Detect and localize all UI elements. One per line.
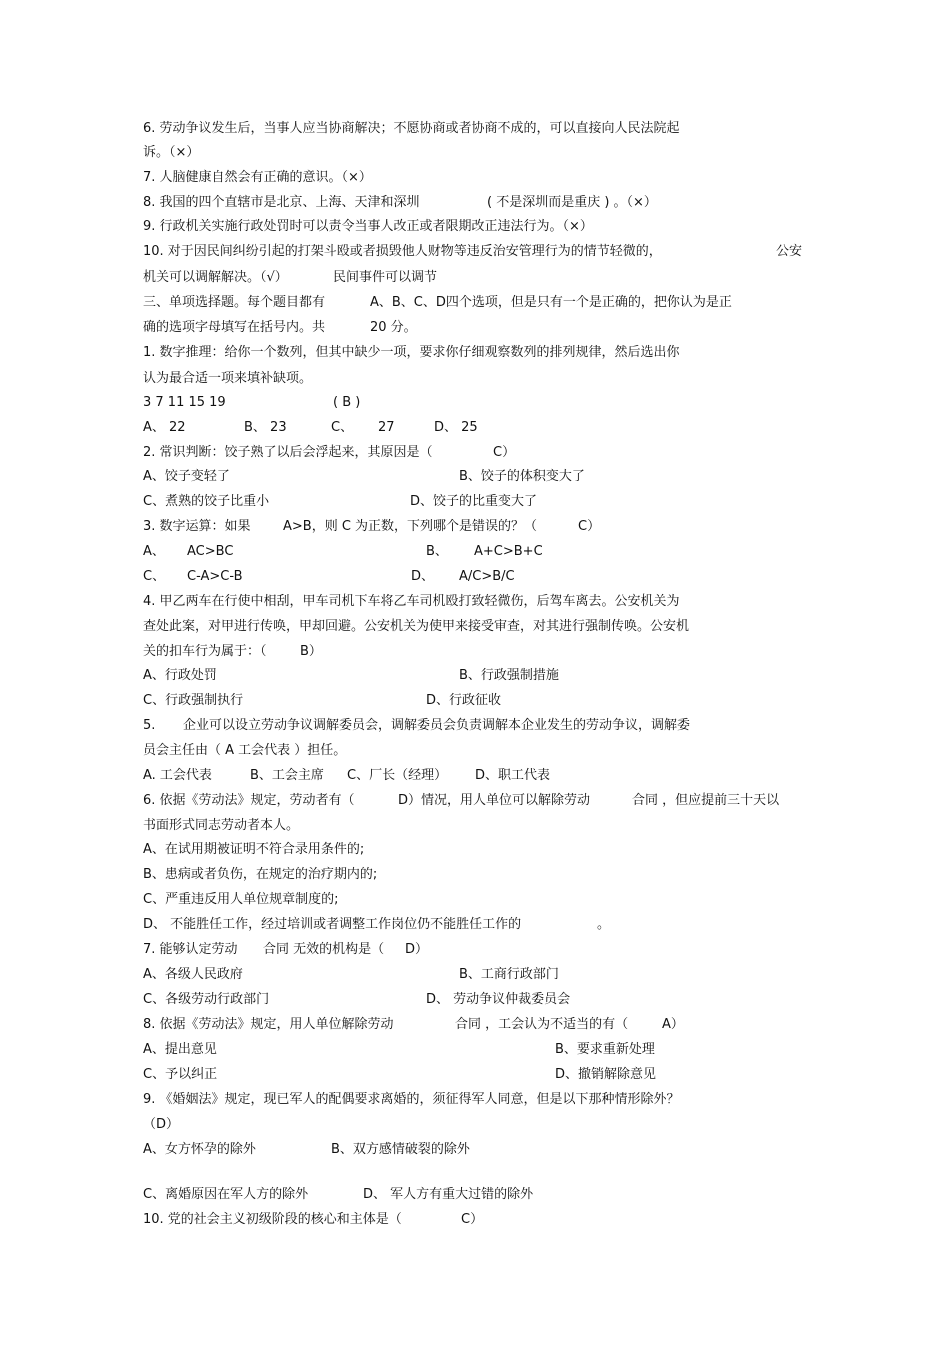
text-line: 员会主任由（ A 工会代表 ）担任。 — [143, 743, 347, 758]
text-line: 10. 对于因民间纠纷引起的打架斗殴或者损毁他人财物等违反治安管理行为的情节轻微的， — [143, 244, 662, 259]
text-line: 5. — [143, 718, 156, 733]
text-line: D、 不能胜任工作，经过培训或者调整工作岗位仍不能胜任工作的 — [143, 917, 522, 932]
text-line: 6. 劳动争议发生后，当事人应当协商解决；不愿协商或者协商不成的，可以直接向人民法院起 — [143, 121, 680, 136]
text-line: 合同 ，工会认为不适当的有（ — [455, 1017, 629, 1032]
text-line: 企业可以设立劳动争议调解委员会，调解委员会负责调解本企业发生的劳动争议，调解委 — [183, 718, 691, 733]
text-line: A、在试用期被证明不符合录用条件的; — [143, 842, 365, 857]
text-line: B、患病或者负伤，在规定的治疗期内的; — [143, 867, 378, 882]
text-line: （D） — [143, 1117, 180, 1132]
text-line: B、饺子的体积变大了 — [459, 469, 585, 484]
text-line: C、行政强制执行 — [143, 693, 244, 708]
text-line: 2. 常识判断：饺子熟了以后会浮起来，其原因是（ — [143, 445, 433, 460]
text-line: 10. 党的社会主义初级阶段的核心和主体是（ — [143, 1212, 402, 1227]
text-line: 机关可以调解解决。（√） — [143, 270, 288, 285]
text-line: 27 — [378, 420, 395, 435]
text-line: 确的选项字母填写在括号内。共 — [143, 320, 326, 335]
text-line: 查处此案，对甲进行传唤，甲却回避。公安机关为使甲来接受审查，对其进行强制传唤。公安机 — [143, 619, 690, 634]
text-line: 合同 ，但应提前三十天以 — [632, 793, 780, 808]
text-line: B、行政强制措施 — [459, 668, 559, 683]
text-line: 。 — [597, 917, 611, 932]
text-line: A>B，则 C 为正数，下列哪个是错误的？（ — [283, 519, 538, 534]
text-line: C） — [493, 445, 516, 460]
text-line: A、行政处罚 — [143, 668, 217, 683]
text-line: D、 — [411, 569, 435, 584]
text-line: D、撤销解除意见 — [555, 1067, 657, 1082]
text-line: A、 — [143, 544, 165, 559]
text-line: 3 7 11 15 19 — [143, 395, 226, 410]
text-line: A、女方怀孕的除外 — [143, 1142, 256, 1157]
text-line: 20 分。 — [370, 320, 417, 335]
text-line: 8. 依据《劳动法》规定，用人单位解除劳动 — [143, 1017, 394, 1032]
text-line: D、职工代表 — [475, 768, 551, 783]
text-line: 公安 — [776, 244, 803, 259]
text-line: D、饺子的比重变大了 — [410, 494, 538, 509]
text-line: B） — [300, 644, 322, 659]
text-line: B、 23 — [244, 420, 287, 435]
text-line: C、煮熟的饺子比重小 — [143, 494, 270, 509]
text-line: D） — [405, 942, 429, 957]
text-line: D、行政征收 — [426, 693, 502, 708]
text-line: 6. 依据《劳动法》规定，劳动者有（ — [143, 793, 355, 808]
text-line: 8. 我国的四个直辖市是北京、上海、天津和深圳 — [143, 195, 420, 210]
text-line: A/C>B/C — [459, 569, 515, 584]
text-line: C、予以纠正 — [143, 1067, 218, 1082]
text-line: C、 — [331, 420, 354, 435]
text-line: C、离婚原因在军人方的除外 — [143, 1187, 309, 1202]
text-line: A） — [662, 1017, 684, 1032]
text-line: 9. 《婚姻法》规定，现已军人的配偶要求离婚的，须征得军人同意，但是以下那种情形除外？ — [143, 1092, 680, 1107]
text-line: D、 军人方有重大过错的除外 — [363, 1187, 534, 1202]
text-line: A、饺子变轻了 — [143, 469, 230, 484]
text-line: 关的扣车行为属于：（ — [143, 644, 267, 659]
text-line: 7. 人脑健康自然会有正确的意识。（×） — [143, 170, 372, 185]
text-line: A、提出意见 — [143, 1042, 217, 1057]
text-line: B、双方感情破裂的除外 — [331, 1142, 470, 1157]
text-line: C、厂长（经理） — [347, 768, 448, 783]
text-line: AC>BC — [187, 544, 234, 559]
text-line: 认为最合适一项来填补缺项。 — [143, 371, 313, 386]
text-line: A. 工会代表 — [143, 768, 212, 783]
text-line: D、 劳动争议仲裁委员会 — [426, 992, 571, 1007]
text-line: C、严重违反用人单位规章制度的; — [143, 892, 339, 907]
text-line: D、 25 — [434, 420, 478, 435]
text-line: B、工会主席 — [250, 768, 324, 783]
text-line: C） — [461, 1212, 484, 1227]
text-line: 3. 数字运算：如果 — [143, 519, 251, 534]
text-line: D）情况，用人单位可以解除劳动 — [398, 793, 591, 808]
text-line: B、要求重新处理 — [555, 1042, 655, 1057]
text-line: B、 — [426, 544, 448, 559]
text-line: 4. 甲乙两车在行使中相刮，甲车司机下车将乙车司机殴打致轻微伤，后驾车离去。公安机关为 — [143, 594, 680, 609]
text-line: B、工商行政部门 — [459, 967, 559, 982]
text-line: A、 22 — [143, 420, 186, 435]
text-line: A、各级人民政府 — [143, 967, 243, 982]
text-line: C） — [578, 519, 601, 534]
text-line: 9. 行政机关实施行政处罚时可以责令当事人改正或者限期改正违法行为。（×） — [143, 219, 593, 234]
text-line: A+C>B+C — [474, 544, 543, 559]
text-line: 民间事件可以调节 — [333, 270, 438, 285]
text-line: A、B、C、D四个选项，但是只有一个是正确的，把你认为是正 — [370, 295, 732, 310]
text-line: 1. 数字推理：给你一个数列，但其中缺少一项，要求你仔细观察数列的排列规律，然后选出你 — [143, 345, 680, 360]
text-line: C、 — [143, 569, 166, 584]
text-line: C、各级劳动行政部门 — [143, 992, 270, 1007]
text-line: 7. 能够认定劳动 — [143, 942, 238, 957]
text-line: 三、单项选择题。每个题目都有 — [143, 295, 326, 310]
text-line: 合同 无效的机构是（ — [263, 942, 385, 957]
text-line: 书面形式同志劳动者本人。 — [143, 818, 300, 833]
text-line: ( 不是深圳而是重庆 ) 。（×） — [487, 195, 657, 210]
text-line: 诉。（×） — [143, 145, 200, 160]
text-line: C-A>C-B — [187, 569, 243, 584]
text-line: ( B ) — [333, 395, 361, 410]
